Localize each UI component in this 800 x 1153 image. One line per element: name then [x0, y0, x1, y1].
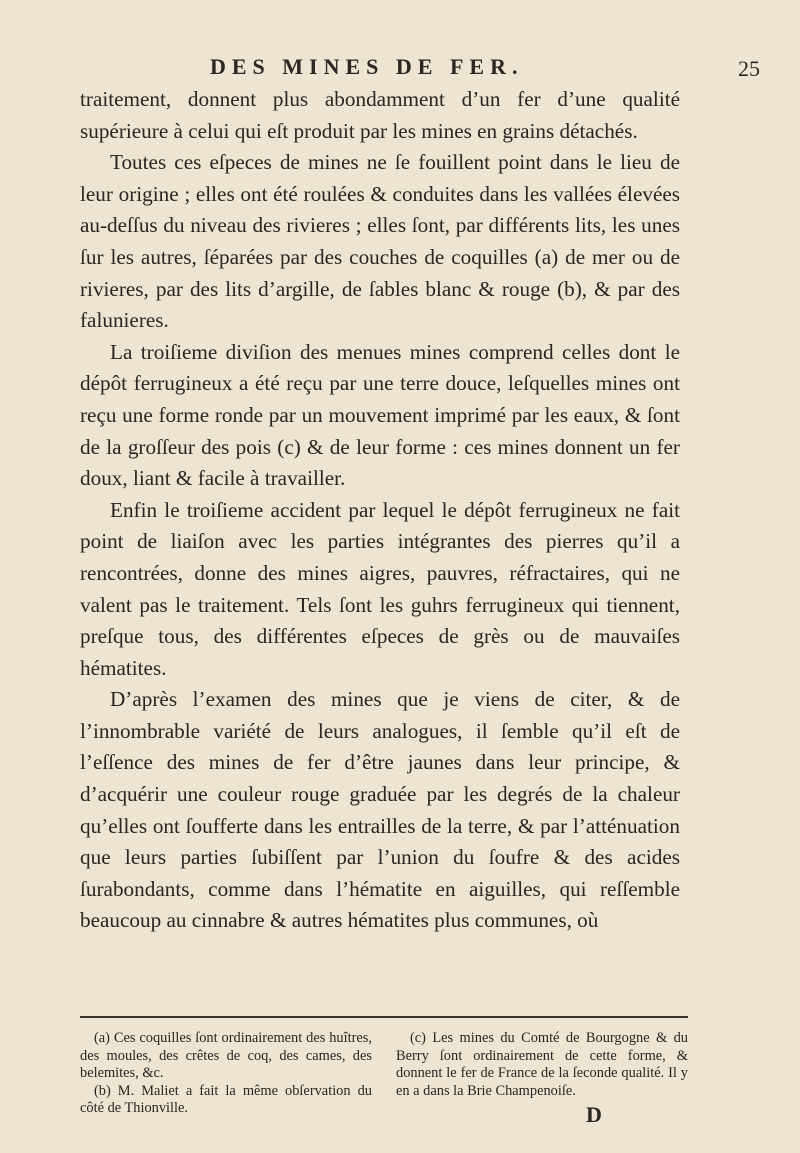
page-number: 25 [738, 56, 760, 81]
footnote: (b) M. Maliet a fait la même obſervation du côté de Thionville. [80, 1082, 372, 1116]
footnotes-left-column [80, 1030, 372, 1118]
main-text [80, 84, 680, 937]
running-title: DES MINES DE FER. [210, 54, 524, 79]
paragraph: Enfin le troiſieme accident par lequel le dépôt ferrugineux ne fait point de liaiſon avec les parties intégrantes des pierres qu’il a rencontrées, donne des mines aigres, pauvres, réfractaires, qui ne valent pas le traitement. Tels ſont les guhrs ferrugineux qui tiennent, preſque tous, des différentes eſpeces de grès ou de mauvaiſes hématites. [80, 497, 680, 680]
paragraph: traitement, donnent plus abondamment d’un fer d’une qualité supérieure à celui qui eſt produit par les mines en grains détachés. [80, 87, 680, 143]
footnote: (a) Ces coquilles ſont ordinairement des huîtres, des moules, des crêtes de coq, des cames, des belemites, &c. [80, 1030, 372, 1081]
footnotes-right-column [396, 1030, 688, 1118]
paragraph: D’après l’examen des mines que je viens de citer, & de l’innombrable variété de leurs analogues, il ſemble qu’il eſt de l’eſſence des mines de fer d’être jaunes dans leur principe, & d’acquérir une couleur rouge graduée par les degrés de la chaleur qu’elles ont ſoufferte dans les entrailles de la terre, & par l’atténuation que leurs parties ſubiſſent par l’union du ſoufre & des acides ſurabondants, comme dans l’hématite en aiguilles, qui reſſemble beaucoup au cinnabre & autres hématites plus communes, où [80, 687, 680, 933]
footnote-divider [80, 1016, 688, 1018]
signature-mark: D [586, 1102, 602, 1127]
paragraph: Toutes ces eſpeces de mines ne ſe fouillent point dans le lieu de leur origine ; elles ont été roulées & conduites dans les vallées élevées au-deſſus du niveau des rivieres ; elles ſont, par différents lits, les unes ſur les autres, ſéparées par des couches de coquilles (a) de mer ou de rivieres, par des lits d’argille, de ſables blanc & rouge (b), & par des falunieres. [80, 150, 680, 333]
footnote: (c) Les mines du Comté de Bourgogne & du Berry ſont ordinairement de cette forme, & donnent le fer de France de la ſeconde qualité. Il y en a dans la Brie Champenoiſe. [396, 1030, 688, 1099]
paragraph: La troiſieme diviſion des menues mines comprend celles dont le dépôt ferrugineux a été reçu par une terre douce, leſquelles mines ont reçu une forme ronde par un mouvement imprimé par les eaux, & ſont de la groſſeur des pois (c) & de leur forme : ces mines donnent un fer doux, liant & facile à travailler. [80, 339, 680, 491]
